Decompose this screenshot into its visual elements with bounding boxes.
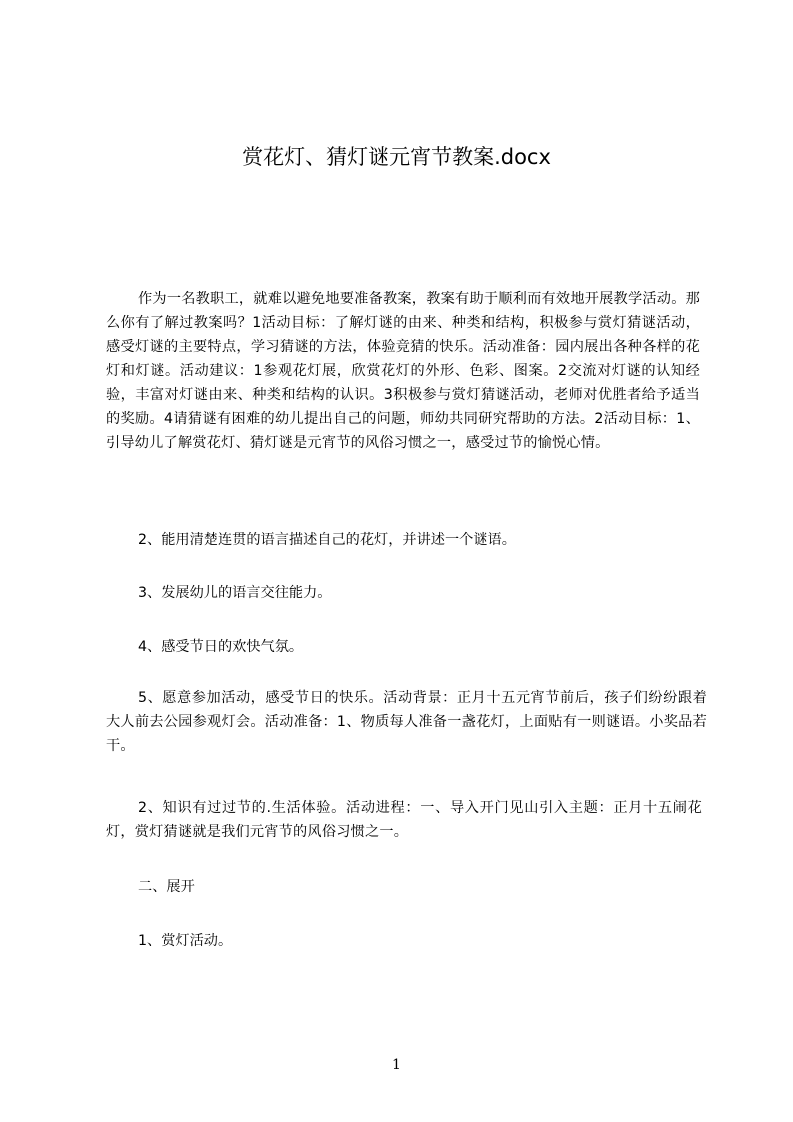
- section-heading-expand: 二、展开: [138, 879, 195, 895]
- goal-4-paragraph: 4、感受节日的欢快气氛。: [138, 639, 304, 655]
- intro-paragraph: 作为一名教职工，就难以避免地要准备教案，教案有助于顺利而有效地开展教学活动。那么你有了解过教案吗？1活动目标：了解灯谜的由来、种类和结构，积极参与赏灯猜谜活动，感受灯谜的主要特点，学习猜谜的方法，体验竞猜的快乐。活动准备：园内展出各种各样的花灯和灯谜。活动建议：1参观花灯展，欣赏花灯的外形、色彩、图案。2交流对灯谜的认知经验，丰富对灯谜由来、种类和结构的认识。3积极参与赏灯猜谜活动，老师对优胜者给予适当的奖励。4请猜谜有困难的幼儿提出自己的问题，师幼共同研究帮助的方法。2活动目标：1、引导幼儿了解赏花灯、猜灯谜是元宵节的风俗习惯之一，感受过节的愉悦心情。: [106, 291, 700, 451]
- goal-2-paragraph: 2、能用清楚连贯的语言描述自己的花灯，并讲述一个谜语。: [138, 532, 516, 548]
- page-number: 1: [392, 1057, 401, 1073]
- preparation-2-paragraph: 2、知识有过过节的.生活体验。活动进程：一、导入开门见山引入主题：正月十五闹花灯，赏灯猜谜就是我们元宵节的风俗习惯之一。: [106, 800, 702, 840]
- activity-1-paragraph: 1、赏灯活动。: [138, 933, 233, 949]
- goal-3-paragraph: 3、发展幼儿的语言交往能力。: [138, 585, 332, 601]
- document-title: 赏花灯、猜灯谜元宵节教案.docx: [242, 145, 551, 169]
- goal-5-paragraph: 5、愿意参加活动，感受节日的快乐。活动背景：正月十五元宵节前后，孩子们纷纷跟着大人前去公园参观灯会。活动准备：1、物质每人准备一盏花灯，上面贴有一则谜语。小奖品若干。: [106, 690, 707, 754]
